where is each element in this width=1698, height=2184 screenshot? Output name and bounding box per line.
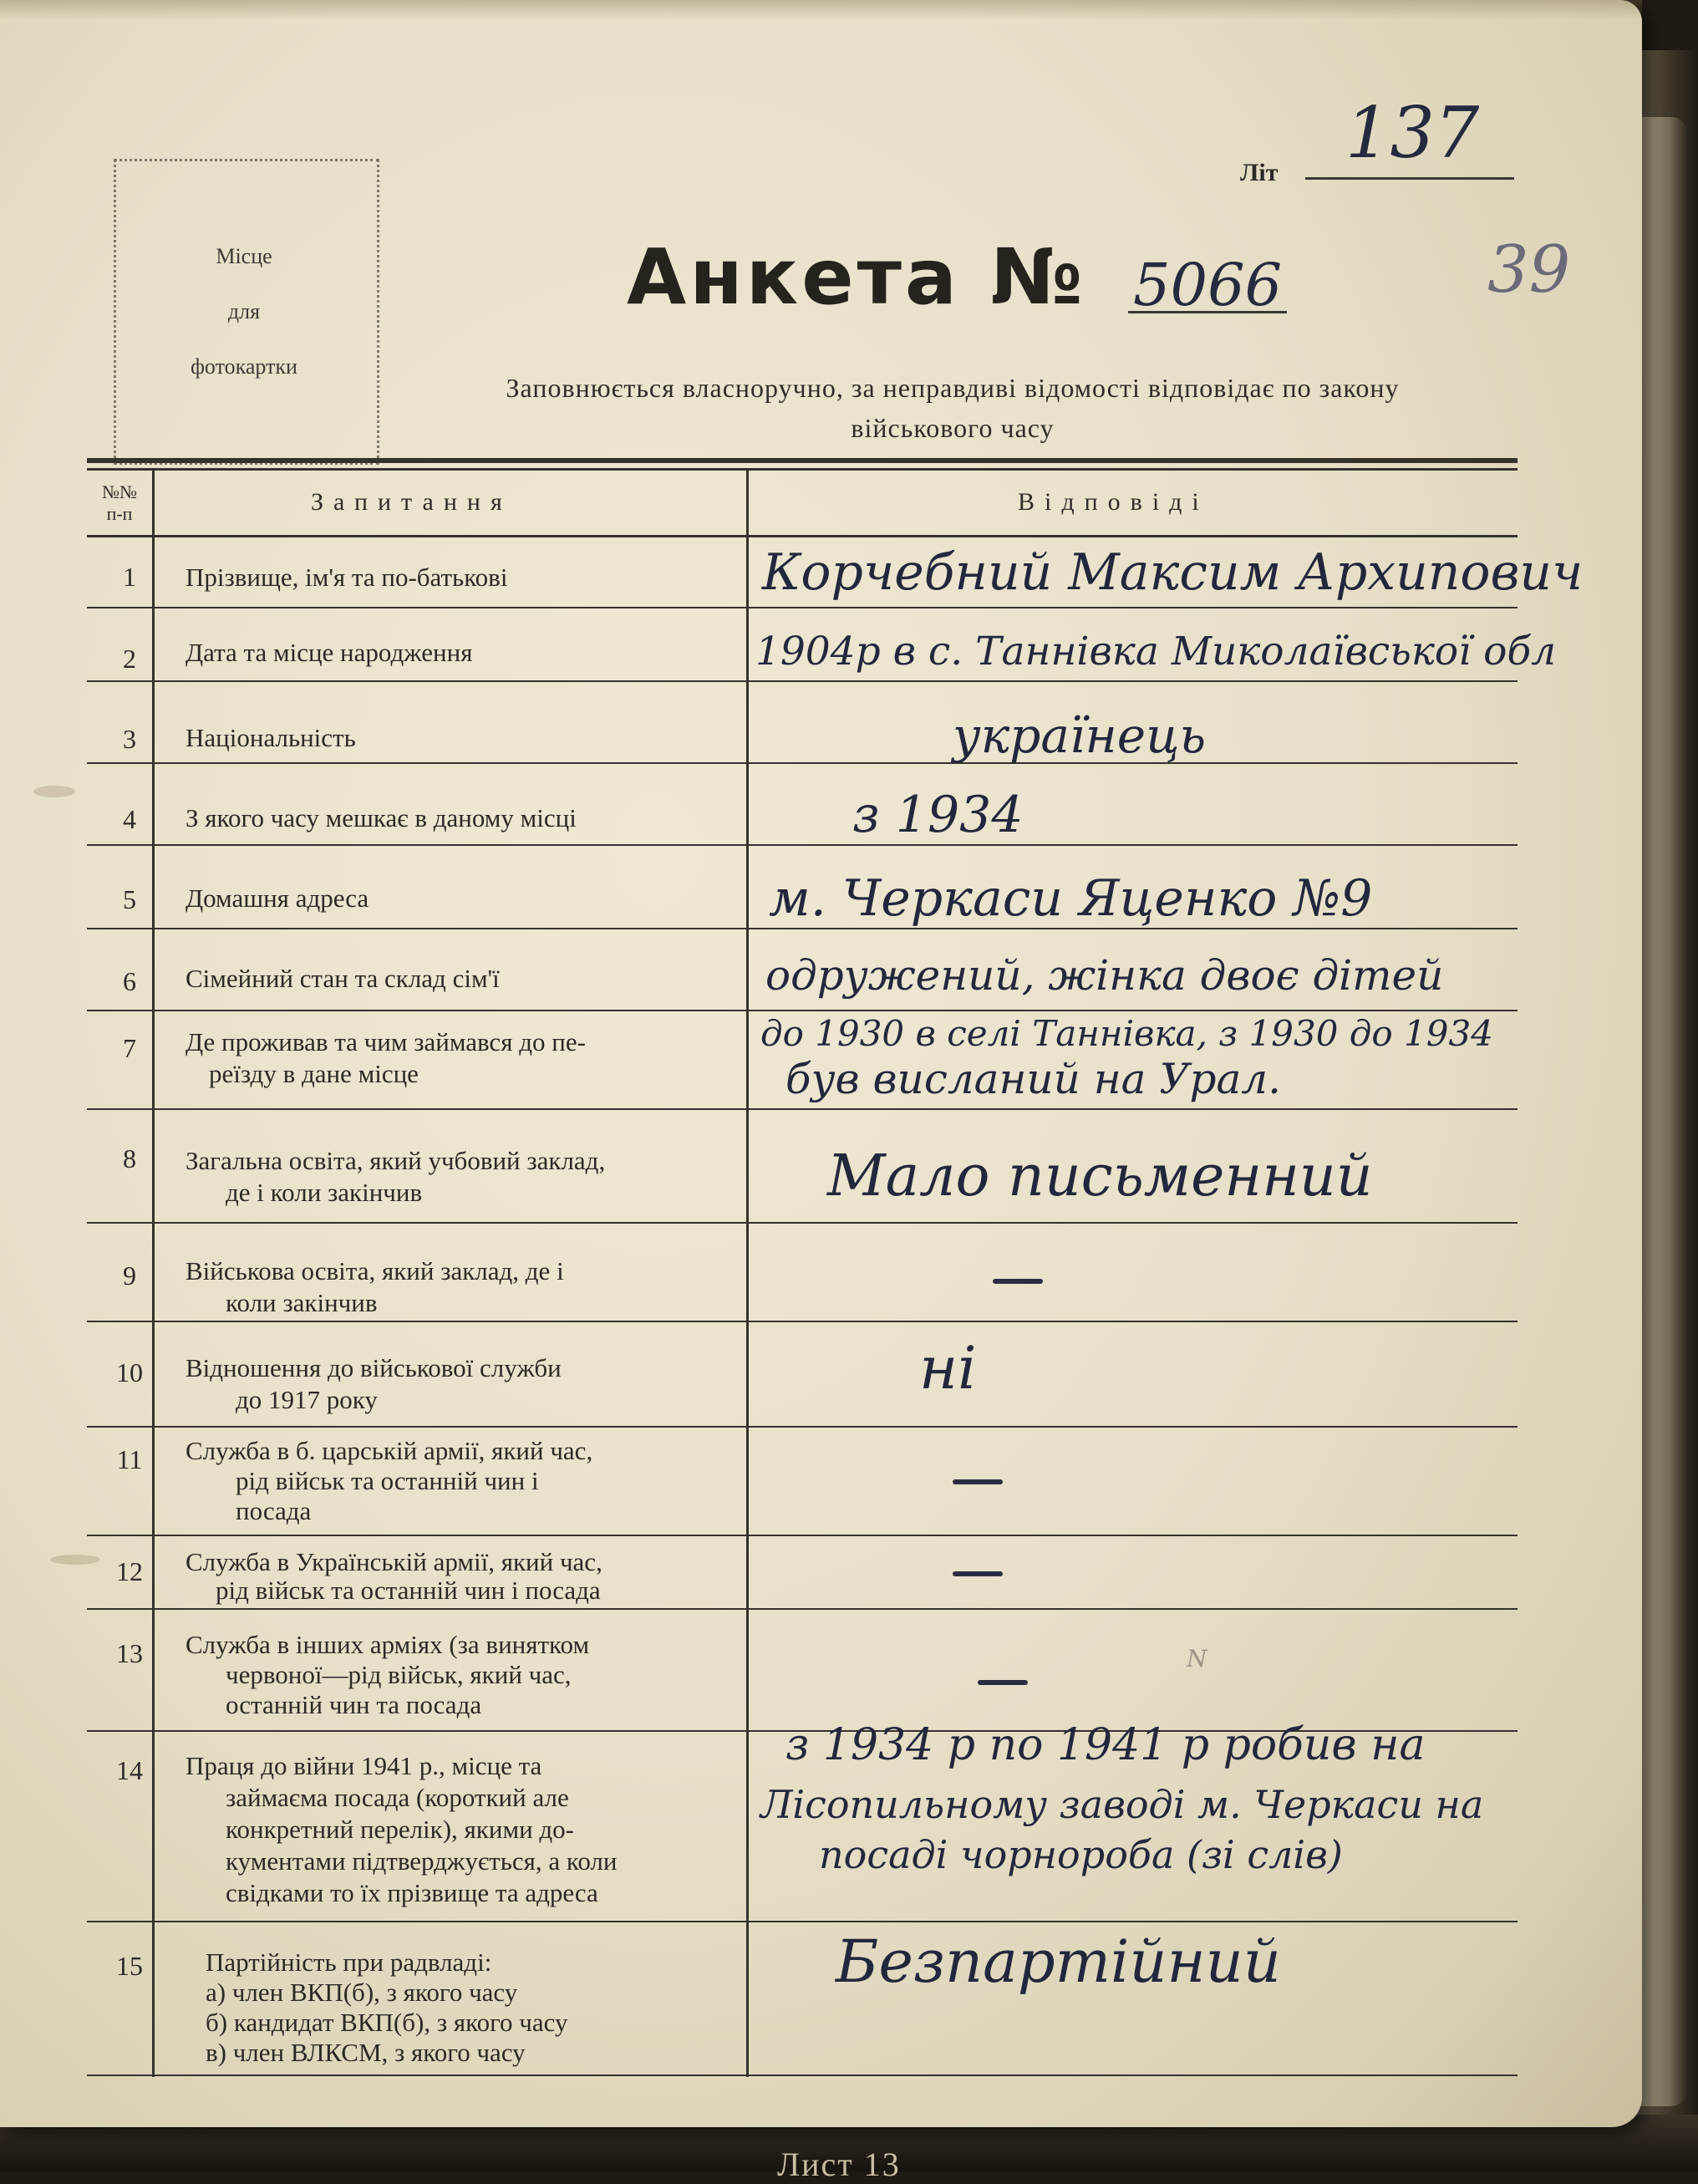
question-line: Військова освіта, який заклад, де і — [186, 1256, 564, 1285]
question-tsarist-army — [186, 1436, 754, 1526]
row-number: 10 — [116, 1357, 143, 1387]
paper-mark — [33, 786, 75, 797]
question-line: Прізвище, ім'я та по-батькові — [186, 563, 508, 592]
questionnaire-number: 5066 — [1133, 251, 1283, 319]
question-line: рід військ та останній чин і — [236, 1466, 539, 1495]
question-previous-residence — [186, 1026, 754, 1090]
answer-other-armies — [978, 1680, 1028, 1685]
corner-note: 39 — [1487, 232, 1571, 308]
row-rule — [87, 928, 1518, 929]
answer-tsarist-army — [953, 1479, 1003, 1484]
row-number: 14 — [116, 1755, 143, 1785]
question-line: до 1917 року — [236, 1385, 378, 1414]
row-rule — [87, 762, 1518, 764]
row-number: 4 — [123, 804, 136, 834]
col-answer-header: Відповіді — [1018, 488, 1209, 516]
question-line: Дата та місце народження — [186, 638, 473, 667]
row-rule — [87, 1535, 1518, 1536]
answer-party: Безпартійний — [836, 1927, 1281, 1996]
lit-line — [1305, 177, 1514, 180]
question-birth — [186, 637, 754, 669]
col-num-header — [87, 481, 152, 525]
row-rule — [87, 607, 1518, 608]
header-rule-thin — [87, 468, 1518, 471]
footer-text: Лист 13 — [777, 2146, 901, 2183]
row-rule — [87, 1426, 1518, 1428]
answer-previous-residence-line2: був висланий на Урал. — [785, 1055, 1282, 1103]
answer-prewar-work-line2: Лісопильному заводі м. Черкаси на — [760, 1782, 1484, 1827]
question-line: Служба в інших арміях (за винятком — [186, 1630, 590, 1659]
photo-label-line2: для — [227, 299, 261, 323]
answer-prewar-work-line3: посаді чорнороба (зі слів) — [819, 1832, 1343, 1877]
row-number: 13 — [116, 1638, 143, 1668]
question-line: Загальна освіта, який учбовий заклад, — [186, 1146, 606, 1175]
question-general-education — [186, 1145, 754, 1209]
row-rule — [87, 844, 1518, 846]
question-service-before-1917 — [186, 1352, 754, 1416]
row-number: 3 — [123, 724, 136, 754]
question-line: в) член ВЛКСМ, з якого часу — [206, 2038, 526, 2067]
question-line: свідками то їх прізвище та адреса — [226, 1878, 598, 1907]
question-line: б) кандидат ВКП(б), з якого часу — [206, 2008, 568, 2037]
row-number: 9 — [123, 1260, 136, 1291]
row-number: 12 — [116, 1556, 143, 1586]
subtitle-line1: Заповнюється власноручно, за неправдиві відомості відповідає по закону — [506, 373, 1400, 403]
answer-military-education — [993, 1279, 1043, 1284]
question-line: Праця до війни 1941 р., місце та — [186, 1751, 542, 1780]
question-line: реїзду в дане місце — [209, 1059, 419, 1088]
question-line: Сімейний стан та склад сім'ї — [186, 964, 500, 993]
answer-prewar-work-line1: з 1934 р по 1941 р робив на — [785, 1720, 1426, 1770]
faint-mark: N — [1187, 1645, 1207, 1672]
col-question-header: Запитання — [311, 488, 512, 516]
answer-family: одружений, жінка двоє дітей — [765, 951, 1444, 1000]
subtitle-line2: військового часу — [851, 413, 1055, 443]
photo-label-line3: фотокартки — [191, 354, 297, 379]
row-number: 8 — [123, 1143, 136, 1173]
question-other-armies — [186, 1630, 754, 1720]
question-line: конкретний перелік), якими до- — [226, 1815, 575, 1844]
row-number: 15 — [116, 1951, 143, 1981]
question-military-education — [186, 1255, 754, 1319]
row-rule — [87, 1321, 1518, 1322]
row-rule — [87, 1010, 1518, 1011]
row-number: 11 — [116, 1444, 143, 1474]
row-number: 1 — [123, 562, 136, 592]
question-line: коли закінчив — [226, 1288, 378, 1317]
question-line: Партійність при радвладі: — [206, 1947, 492, 1977]
question-line: Відношення до військової служби — [186, 1353, 562, 1382]
page-title: Анкета № — [627, 232, 1086, 322]
photo-label-line1: Місце — [216, 244, 272, 268]
question-line: кументами підтверджується, а коли — [226, 1846, 618, 1876]
question-line: червоної—рід військ, який час, — [226, 1660, 572, 1689]
answer-birth: 1904р в с. Таннівка Миколаївської обл — [755, 629, 1557, 675]
question-line: останній чин та посада — [226, 1690, 482, 1719]
question-party — [186, 1947, 754, 2068]
row-rule — [87, 680, 1518, 682]
col-num-header-line1: №№ — [102, 481, 137, 502]
answer-general-education: Мало письменний — [827, 1143, 1373, 1209]
answer-surname: Корчебний Максим Архипович — [762, 543, 1584, 602]
question-family — [186, 963, 754, 995]
row-rule — [87, 2075, 1518, 2076]
question-line: Національність — [186, 723, 356, 752]
question-line: де і коли закінчив — [226, 1178, 423, 1207]
question-home-address — [186, 883, 754, 914]
question-line: Служба в б. царській армії, який час, — [186, 1436, 593, 1465]
question-line: Де проживав та чим займався до пе- — [186, 1027, 586, 1056]
folder-page-stack — [1638, 117, 1688, 2106]
row-rule — [87, 1608, 1518, 1610]
row-number: 2 — [123, 644, 136, 674]
lit-label: Літ — [1240, 159, 1279, 186]
question-line: Домашня адреса — [186, 883, 369, 913]
row-number: 5 — [123, 884, 136, 914]
question-surname — [186, 562, 754, 593]
question-line: посада — [236, 1496, 312, 1525]
question-line: займаєма посада (короткий але — [226, 1783, 569, 1812]
question-ukrainian-army — [186, 1548, 754, 1605]
page-shadow — [0, 0, 1642, 20]
row-rule — [87, 1108, 1518, 1110]
answer-home-address: м. Черкаси Яценко №9 — [769, 869, 1373, 928]
answer-service-before-1917: ні — [919, 1334, 977, 1403]
row-number: 7 — [123, 1033, 136, 1063]
question-residence-since — [186, 802, 754, 834]
col-num-header-line2: п-п — [106, 503, 133, 524]
question-line: а) член ВКП(б), з якого часу — [206, 1978, 518, 2007]
row-number: 6 — [123, 966, 136, 996]
question-nationality — [186, 722, 754, 754]
row-rule — [87, 1921, 1518, 1922]
answer-nationality: українець — [953, 707, 1207, 764]
question-line: рід військ та останній чин і посада — [216, 1576, 601, 1605]
question-prewar-work — [186, 1750, 754, 1909]
answer-residence-since: з 1934 — [852, 786, 1024, 844]
header-rule — [87, 458, 1518, 463]
answer-previous-residence-line1: до 1930 в селі Таннівка, з 1930 до 1934 — [760, 1013, 1493, 1054]
row-rule — [87, 1222, 1518, 1224]
question-line: Служба в Українській армії, який час, — [186, 1547, 602, 1576]
answer-ukrainian-army — [953, 1571, 1003, 1576]
header-bottom-rule — [87, 535, 1518, 537]
question-line: З якого часу мешкає в даному місці — [186, 803, 577, 832]
lit-number: 137 — [1345, 92, 1480, 174]
